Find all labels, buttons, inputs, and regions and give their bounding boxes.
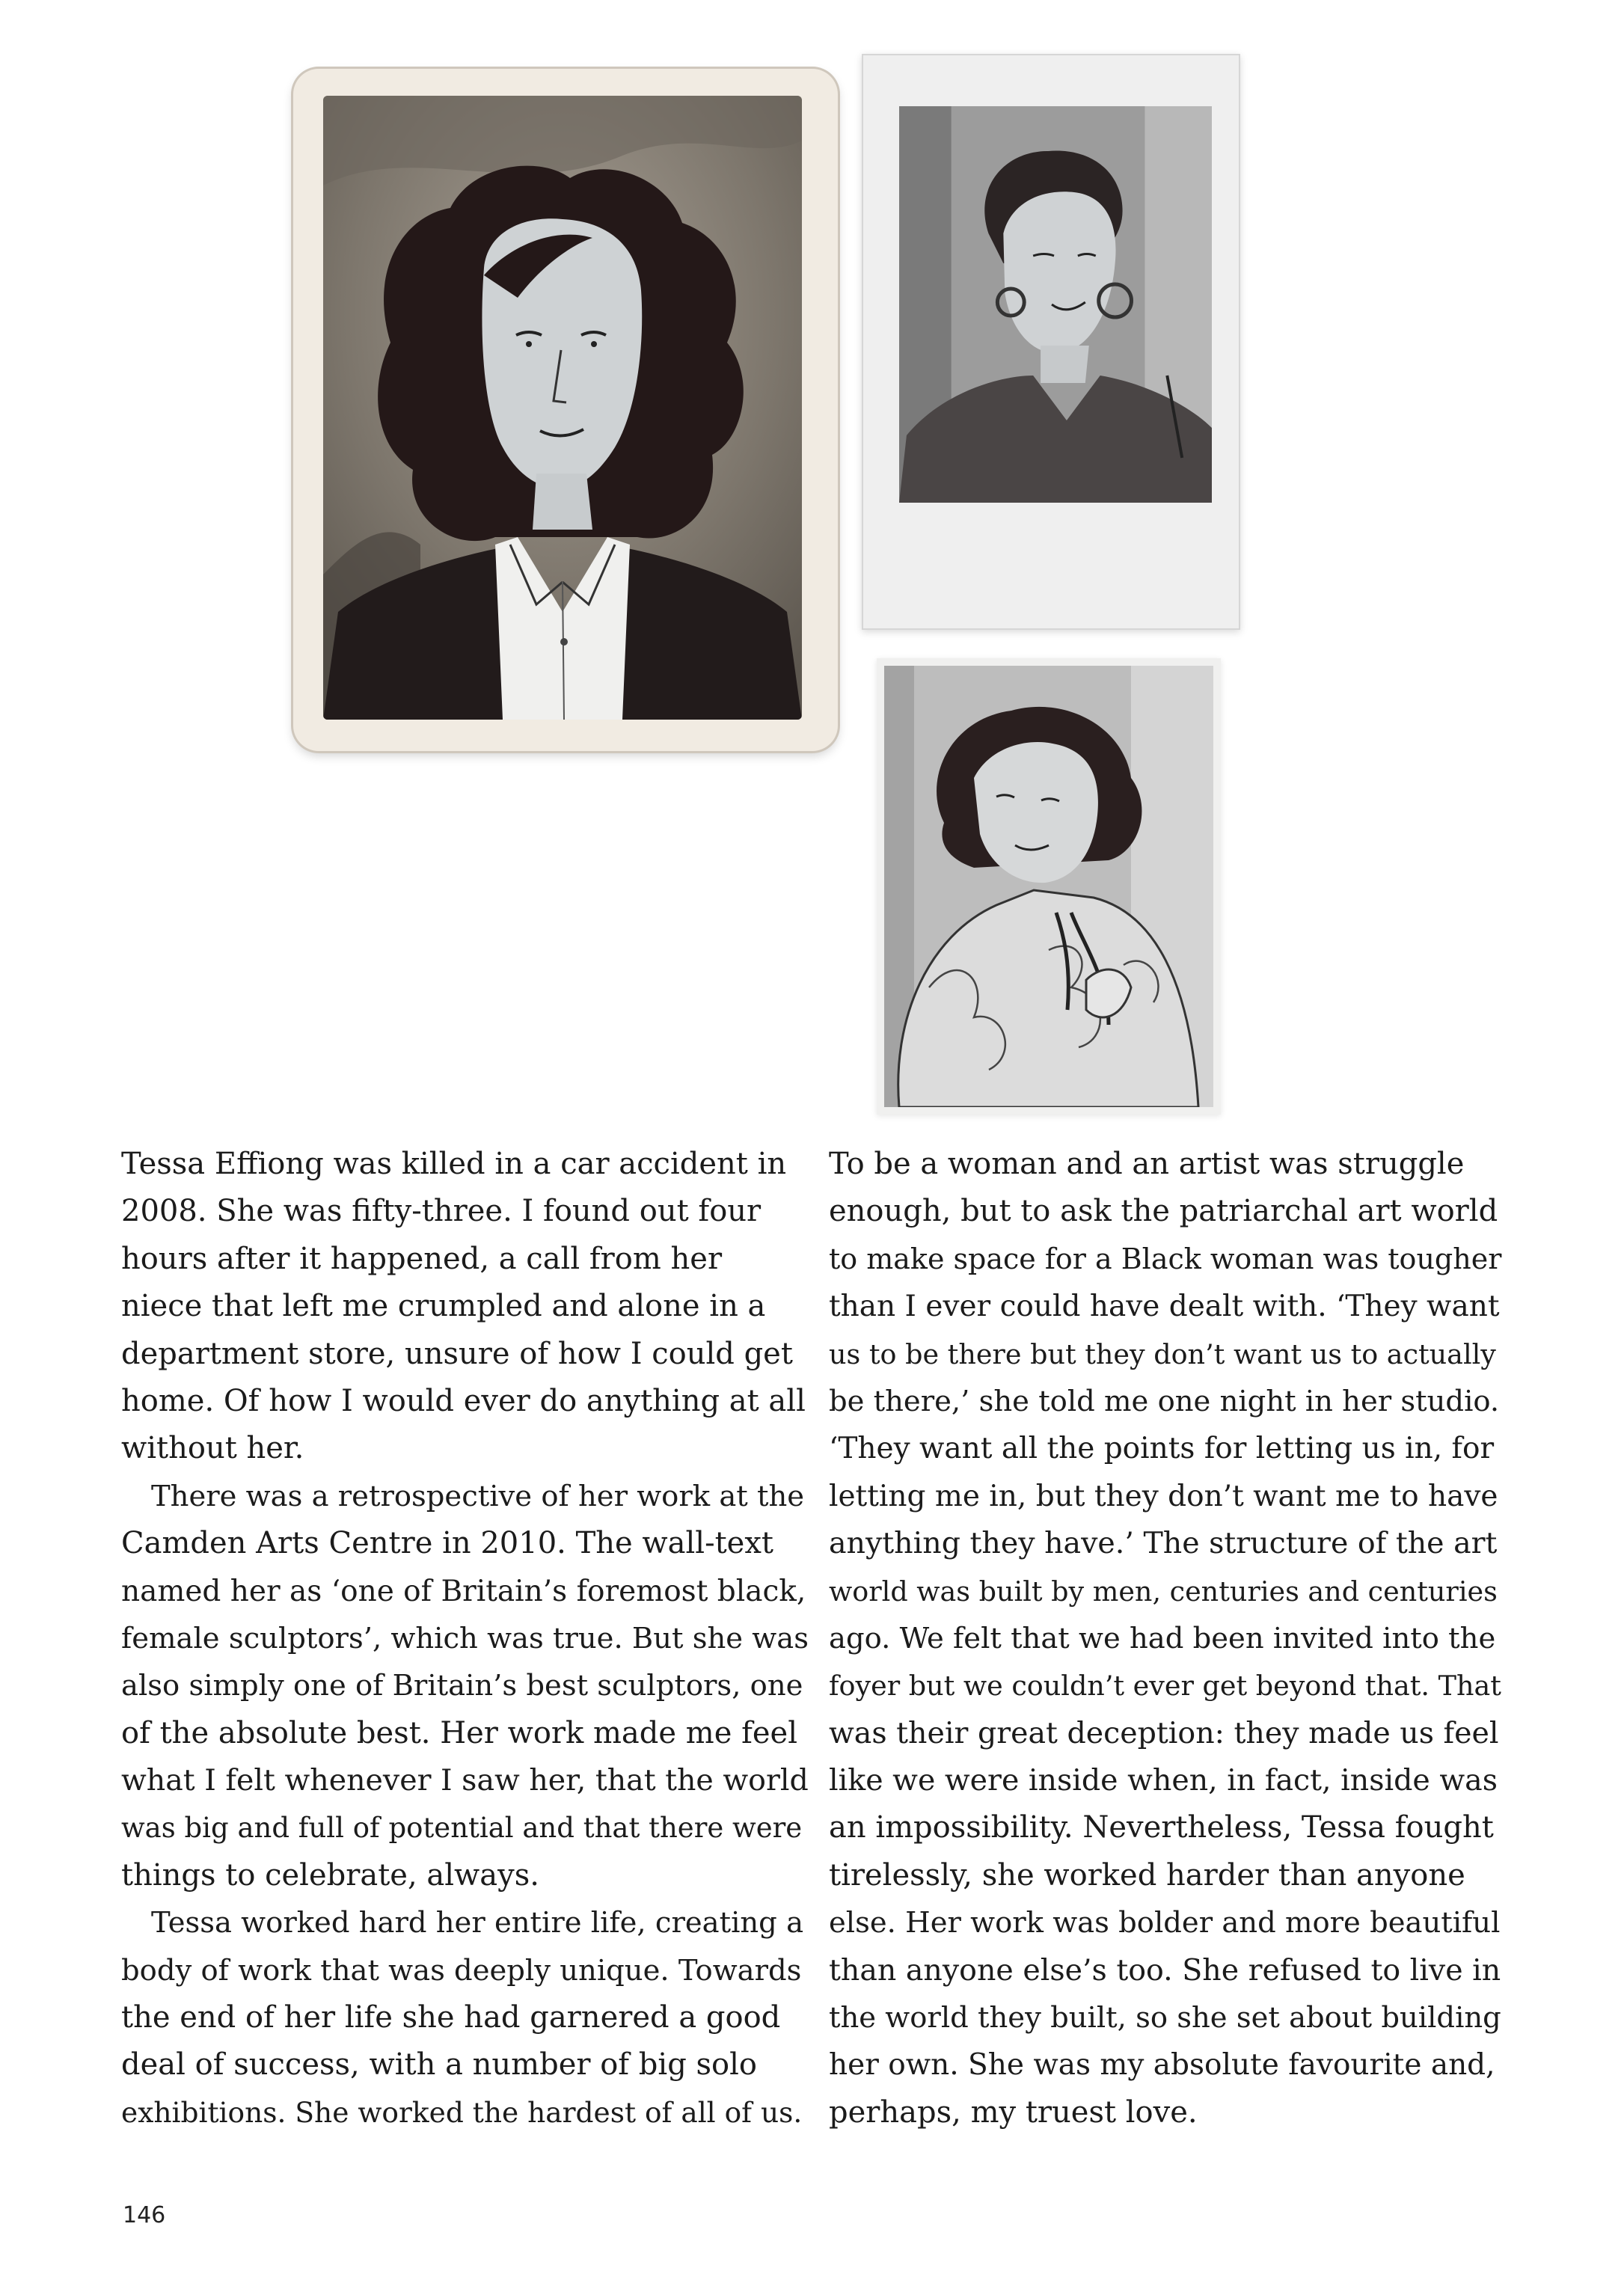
text-line: us to be there but they don’t want us to actually (829, 1337, 1496, 1370)
portrait-floral-blouse (884, 666, 1213, 1107)
page-number: 146 (123, 2202, 166, 2228)
text-line: enough, but to ask the patriarchal art world (829, 1194, 1498, 1229)
text-line: To be a woman and an artist was struggle (829, 1147, 1465, 1181)
text-line: an impossibility. Nevertheless, Tessa fought (829, 1810, 1494, 1845)
text-line: like we were inside when, in fact, inside was (829, 1763, 1498, 1798)
text-line: Tessa Effiong was killed in a car accident in (121, 1147, 787, 1181)
text-line: her own. She was my absolute favourite and, (829, 2048, 1495, 2083)
text-line: else. Her work was bolder and more beautiful (829, 1906, 1501, 1940)
text-line: was their great deception: they made us feel (829, 1715, 1499, 1750)
text-line: was big and full of potential and that there were (121, 1812, 803, 1845)
text-line: deal of success, with a number of big solo (121, 2047, 757, 2083)
text-column-left (121, 1141, 809, 2136)
text-line: ago. We felt that we had been invited into the (829, 1621, 1496, 1655)
text-line: female sculptors’, which was true. But she was (121, 1621, 809, 1655)
text-line: foyer but we couldn’t ever get beyond that. That (829, 1670, 1501, 1703)
text-line: than anyone else’s too. She refused to live in (829, 1952, 1501, 1988)
text-line: Camden Arts Centre in 2010. The wall-text (121, 1526, 773, 1561)
portrait-hoop-earrings (899, 106, 1212, 503)
text-line: the end of her life she had garnered a good (121, 2000, 781, 2035)
text-line: also simply one of Britain’s best sculptors, one (121, 1669, 803, 1703)
portrait-card-large (293, 69, 838, 751)
text-line: world was built by men, centuries and centuries (829, 1575, 1498, 1608)
text-line: 2008. She was fifty-three. I found out four (121, 1194, 762, 1229)
text-line: of the absolute best. Her work made me feel (121, 1715, 798, 1750)
text-line: department store, unsure of how I could get (121, 1336, 793, 1371)
text-line: There was a retrospective of her work at the (151, 1479, 805, 1513)
text-line: the world they built, so she set about building (829, 2001, 1501, 2035)
text-line: anything they have.’ The structure of the art (829, 1526, 1498, 1561)
text-line: hours after it happened, a call from her (121, 1241, 723, 1276)
text-line: than I ever could have dealt with. ‘They want (829, 1290, 1500, 1324)
text-line: exhibitions. She worked the hardest of all of us. (121, 2095, 803, 2129)
text-line: what I felt whenever I saw her, that the world (121, 1763, 809, 1798)
text-line: tirelessly, she worked harder than anyone (829, 1857, 1465, 1893)
text-column-right (829, 1141, 1502, 2136)
text-line: Tessa worked hard her entire life, creating a (151, 1906, 804, 1940)
text-line: niece that left me crumpled and alone in a (121, 1289, 766, 1324)
portrait-card-small (877, 658, 1221, 1115)
text-line: body of work that was deeply unique. Towards (121, 1953, 802, 1988)
text-line: perhaps, my truest love. (829, 2095, 1198, 2130)
text-line: to make space for a Black woman was tougher (829, 1242, 1502, 1275)
portrait-card-instant (862, 54, 1240, 630)
text-line: named her as ‘one of Britain’s foremost black, (121, 1574, 806, 1608)
text-line: home. Of how I would ever do anything at all (121, 1383, 806, 1418)
text-line: things to celebrate, always. (121, 1857, 539, 1893)
text-line: letting me in, but they don’t want me to have (829, 1479, 1498, 1513)
text-line: be there,’ she told me one night in her studio. (829, 1384, 1500, 1418)
portrait-curly-hair-collared-shirt (323, 96, 802, 720)
text-line: ‘They want all the points for letting us in, for (829, 1432, 1495, 1466)
text-line: without her. (121, 1431, 304, 1466)
